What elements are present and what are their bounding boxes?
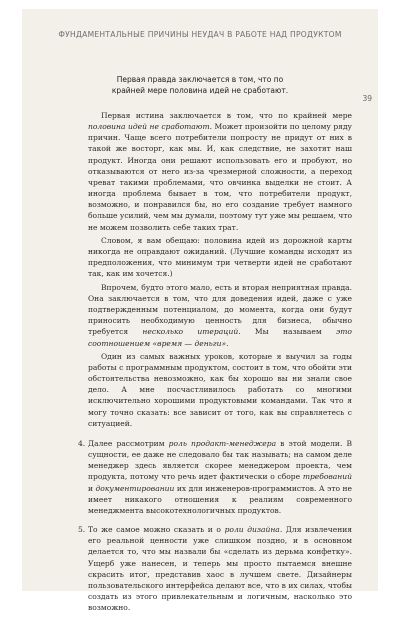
pull-quote: Первая правда заключается в том, что по крайней мере половина идей не сработают.: [111, 75, 289, 95]
body-text: [78, 110, 353, 621]
running-head: ФУНДАМЕНТАЛЬНЫЕ ПРИЧИНЫ НЕУДАЧ В РАБОТЕ НАД ПРОДУКТОМ: [58, 30, 342, 39]
emphasis: требований: [302, 472, 352, 482]
paragraph: Впрочем, будто этого мало, есть и вторая неприятная правда. Она заключается в том, что для доведения идей, даже с уже подтвержденным потенциалом, до момента, когда они будут приносить необходимую ценность для бизнеса, обычно требуется несколько итераций. Мы называем это соотношением «время — деньги».: [88, 282, 352, 348]
page-number: 39: [362, 94, 372, 103]
list-item-text: То же самое можно сказать и о роли дизайна. Для извлечения его реальной ценности уже слишком поздно, и в основном делается то, что мы назвали бы «сделать из дерьма конфетку». Ущерб уже нанесен, и теперь мы просто пытаемся внешне скрасить итог, представив хаос в лучшем свете. Дизайнеры пользовательского интерфейса делают все, что в их силах, чтобы создать из этого привлекательным и логичным, насколько это возможно.: [88, 525, 353, 613]
emphasis: роль продакт-менеджера: [168, 438, 277, 448]
book-page: [22, 9, 378, 613]
emphasis: несколько итераций: [142, 327, 239, 337]
paragraph: Первая истина заключается в том, что по крайней мере половина идей не сработают. Может произойти по целому ряду причин. Чаще всего потребители попросту не придут от них в такой же восторг, как мы. И, как следствие, не захотят наш продукт. Иногда они решают использовать его и пробуют, но отказываются от него из-за чрезмерной сложности, а переход чреват такими проблемами, что овчинка выделки не стоит. А иногда проблема бывает в том, что потребители продукт, возможно, и понравился бы, но его создание требует намного больше усилий, чем мы думали, поэтому тут уже мы решаем, что не можем позволить себе таких трат.: [88, 111, 352, 232]
emphasis: это соотношением «время — деньги»: [88, 327, 352, 348]
list-item-number: 4.: [78, 438, 86, 448]
emphasis: роли дизайна: [224, 525, 280, 535]
emphasis: документировании: [95, 483, 175, 493]
list-item: [78, 438, 352, 516]
emphasis: половина идей не сработают: [88, 122, 210, 132]
list-item: [78, 524, 353, 613]
list-item-number: 5.: [78, 525, 86, 535]
list-item-text: Далее рассмотрим роль продакт-менеджера в этой модели. В сущности, ее даже не следовало бы так называть; на самом деле менеджер здесь является скорее менеджером проекта, чем продукта, потому что речь идет фактически о сборе требований и документировании их для инженеров-программистов. А это не имеет никакого отношения к реалиям современного менеджмента высокотехнологичных продуктов.: [88, 438, 352, 515]
numbered-list: [78, 438, 353, 613]
paragraph: Словом, я вам обещаю: половина идей из дорожной карты никогда не оправдают ожиданий. (Лучшие команды исходят из предположения, что минимум три четверти идей не сработают так, как им хочется.): [88, 235, 352, 279]
paragraph: Один из самых важных уроков, которые я выучил за годы работы с программным продуктом, состоит в том, что обойти эти обстоятельства невозможно, как бы хорошо вы ни знали свое дело. А мне посчастливилось работать со многими исключительно хорошими продуктовыми командами. Так что я могу точно сказать: все зависит от того, как вы справляетесь с ситуацией.: [88, 351, 352, 428]
